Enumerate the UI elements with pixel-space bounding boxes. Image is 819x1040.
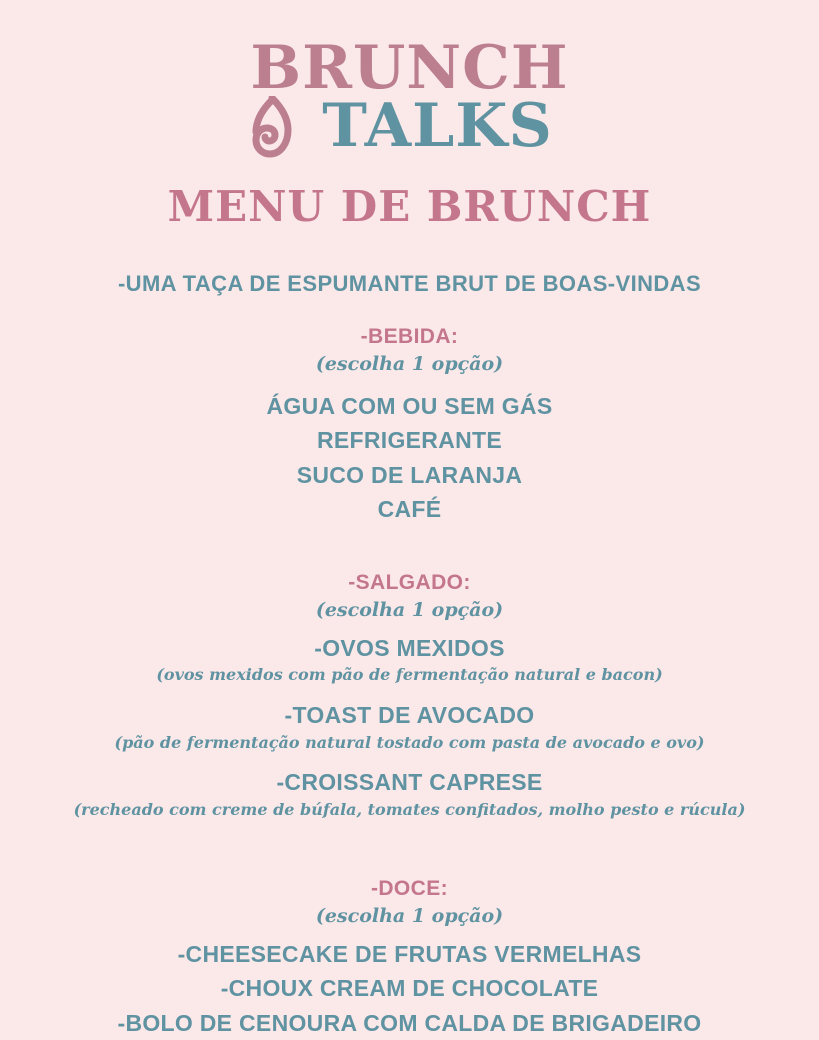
- section-heading: -BEBIDA:: [360, 324, 459, 348]
- section-heading: -DOCE:: [370, 876, 449, 900]
- list-item-description: (pão de fermentação natural tostado com pasta de avocado e ovo): [114, 732, 705, 752]
- page-title: MENU DE BRUNCH: [167, 181, 652, 231]
- brand-logo: [24, 33, 795, 161]
- logo-word-brunch: BRUNCH: [250, 33, 569, 103]
- list-item: -BOLO DE CENOURA COM CALDA DE BRIGADEIRO: [117, 1009, 702, 1036]
- list-item: CAFÉ: [377, 496, 442, 523]
- list-item: -OVOS MEXIDOS: [314, 634, 505, 661]
- section-heading: -SALGADO:: [348, 570, 471, 594]
- list-item: -CHEESECAKE DE FRUTAS VERMELHAS: [177, 940, 642, 967]
- welcome-item: -UMA TAÇA DE ESPUMANTE BRUT DE BOAS-VINDAS: [117, 270, 702, 296]
- item-list: [24, 937, 795, 1040]
- list-item: REFRIGERANTE: [316, 427, 503, 454]
- item-list: [24, 631, 795, 821]
- section-subheading: (escolha 1 opção): [315, 352, 504, 375]
- list-item-description: (ovos mexidos com pão de fermentação natural e bacon): [156, 665, 663, 685]
- list-item: SUCO DE LARANJA: [296, 461, 523, 488]
- list-item: ÁGUA COM OU SEM GÁS: [266, 392, 553, 419]
- section-subheading: (escolha 1 opção): [315, 904, 504, 927]
- list-item: -CHOUX CREAM DE CHOCOLATE: [220, 975, 599, 1002]
- logo-word-talks: TALKS: [322, 91, 553, 161]
- list-item-description: (recheado com creme de búfala, tomates confitados, molho pesto e rúcula): [73, 799, 746, 819]
- list-item: -TOAST DE AVOCADO: [284, 702, 535, 729]
- section-subheading: (escolha 1 opção): [315, 598, 504, 621]
- swirl-ornament-icon: [238, 96, 308, 158]
- section-salgado: [24, 571, 795, 833]
- section-bebida: [24, 325, 795, 527]
- item-list: [24, 389, 795, 527]
- list-item: -CROISSANT CAPRESE: [276, 769, 543, 796]
- section-doce: [24, 877, 795, 1040]
